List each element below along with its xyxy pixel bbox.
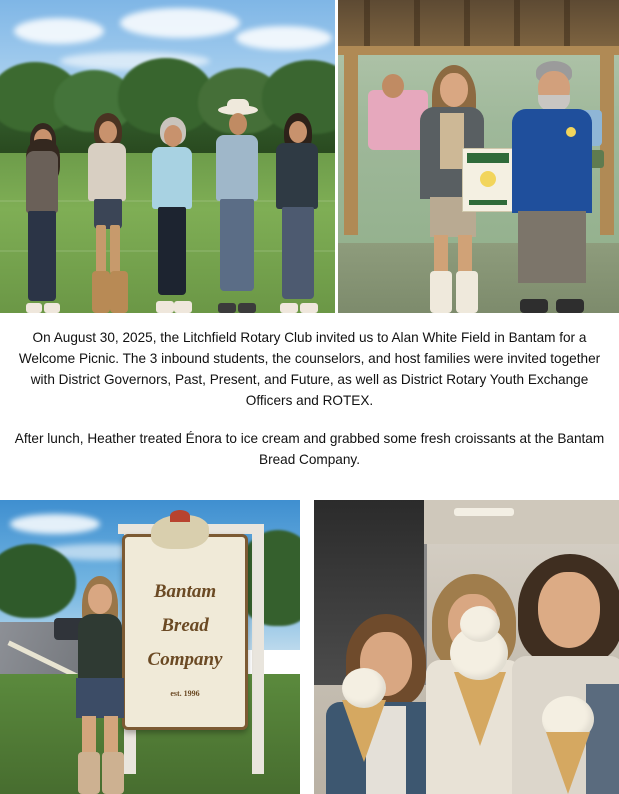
person xyxy=(142,117,200,313)
torso xyxy=(276,143,318,209)
shoe xyxy=(520,299,548,313)
boot xyxy=(78,752,100,794)
cloud-icon xyxy=(120,8,240,38)
hat-crown xyxy=(227,99,249,113)
denim-jacket xyxy=(586,684,619,794)
bottom-photo-row xyxy=(0,500,619,794)
caption-paragraph-2: After lunch, Heather treated Énora to ice cream and grabbed some fresh croissants at the Bantam Bread Company. xyxy=(14,431,605,468)
person-rotarian xyxy=(506,55,598,313)
pavilion-roof xyxy=(338,0,619,46)
torso xyxy=(88,143,126,201)
legs xyxy=(158,207,186,295)
sign-established: est. 1996 xyxy=(170,689,200,698)
rafter xyxy=(514,0,520,46)
ceiling xyxy=(424,500,619,544)
person xyxy=(78,113,136,313)
legs xyxy=(28,211,56,301)
rafter xyxy=(414,0,420,46)
boot xyxy=(92,271,110,313)
shoe xyxy=(300,303,318,313)
inner-top xyxy=(440,113,464,169)
leg xyxy=(104,716,118,756)
ice-cream-scoop-top xyxy=(460,606,500,642)
person xyxy=(206,105,268,313)
support-post xyxy=(600,55,614,235)
legs xyxy=(220,199,254,291)
pavilion-banner-exchange-photo xyxy=(338,0,619,313)
cloud-icon xyxy=(236,26,332,50)
head xyxy=(440,73,468,107)
sign-line-1: Bantam xyxy=(153,581,217,602)
pants xyxy=(518,211,586,283)
leg xyxy=(82,716,96,756)
rafter xyxy=(464,0,470,46)
shoe xyxy=(218,303,236,313)
person xyxy=(268,113,326,313)
ceiling-light xyxy=(454,508,514,516)
torso xyxy=(152,147,192,209)
banner-stripe xyxy=(469,200,507,205)
shoe xyxy=(44,303,60,313)
rotary-pin-icon xyxy=(566,127,576,137)
support-post xyxy=(344,55,358,235)
shoe xyxy=(156,301,174,313)
ice-cream-selfie-photo xyxy=(314,500,619,794)
legs xyxy=(282,207,314,299)
sign-post-right xyxy=(252,524,264,774)
banner-stripe xyxy=(467,153,509,163)
shoe xyxy=(238,303,256,313)
person xyxy=(14,123,70,313)
background-head xyxy=(382,74,404,98)
boot xyxy=(430,271,452,313)
head xyxy=(88,584,112,614)
cloud-icon xyxy=(10,514,100,534)
top-photo-row xyxy=(0,0,619,313)
rooster-comb-icon xyxy=(170,510,190,522)
ice-cream-cone xyxy=(546,732,590,794)
head xyxy=(229,113,247,135)
boot xyxy=(102,752,124,794)
shoe xyxy=(280,303,298,313)
cloud-icon xyxy=(14,18,104,44)
rafter xyxy=(364,0,370,46)
caption-paragraph-1: On August 30, 2025, the Litchfield Rotary Club invited us to Alan White Field in Bantam for a Welcome Picnic. The 3 inbound students, the counselors, and host families were invited together with District Governors, Past, Present, and Future, as well as District Rotary Youth Exchange Officers and ROTEX. xyxy=(18,330,601,409)
top xyxy=(78,614,122,682)
caption-text-block xyxy=(0,313,619,494)
rafter xyxy=(564,0,570,46)
head xyxy=(99,121,117,143)
head xyxy=(164,125,182,147)
skirt xyxy=(76,678,124,718)
polo-shirt xyxy=(512,109,592,213)
torso xyxy=(216,135,258,201)
shoe xyxy=(556,299,584,313)
group-photo-five-people xyxy=(0,0,335,313)
person-student xyxy=(64,566,136,794)
ice-cream-scoop xyxy=(342,668,386,708)
sign-line-2: Bread xyxy=(161,615,209,636)
boot xyxy=(456,271,478,313)
head xyxy=(289,121,307,143)
rotary-wheel-icon xyxy=(480,171,496,187)
leg xyxy=(96,225,106,275)
leg xyxy=(110,225,120,275)
torso xyxy=(26,151,58,213)
ice-cream-cone xyxy=(454,672,506,746)
shoe xyxy=(26,303,42,313)
head xyxy=(538,572,600,648)
boot xyxy=(110,271,128,313)
bantam-bread-company-sign-photo xyxy=(0,500,300,794)
bakery-sign-board xyxy=(122,534,248,730)
ice-cream-cone xyxy=(342,700,386,762)
shoe xyxy=(174,301,192,313)
sign-line-3: Company xyxy=(147,649,223,670)
